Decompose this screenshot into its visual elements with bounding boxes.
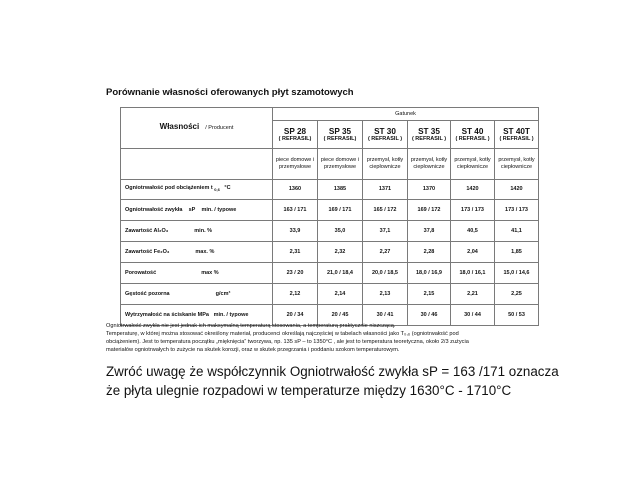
value-cell: 1420 [451, 180, 495, 200]
value-cell: 2,13 [363, 284, 408, 305]
emphasis-line: że płyta ulegnie rozpadowi w temperaturze między 1630°C - 1710°C [106, 383, 512, 398]
value-cell: 173 / 173 [495, 200, 539, 221]
value-cell: 165 / 172 [363, 200, 408, 221]
product-name: ST 40 [461, 126, 484, 136]
value-cell: 169 / 171 [318, 200, 363, 221]
value-cell: 2,12 [273, 284, 318, 305]
product-maker: ( REFRASIL) [323, 135, 357, 142]
usage-cell: przemysł, kotły ciepłownicze [495, 149, 539, 180]
product-maker: ( REFRASIL) [278, 135, 312, 142]
product-maker: ( REFRASIL ) [367, 135, 403, 142]
value-cell: 40,5 [451, 221, 495, 242]
value-cell: 1360 [273, 180, 318, 200]
usage-row [121, 149, 539, 180]
value-cell: 41,1 [495, 221, 539, 242]
value-cell: 15,0 / 14,6 [495, 263, 539, 284]
value-cell: 1,85 [495, 242, 539, 263]
emphasis-block [106, 362, 559, 400]
header-sub: / Producent [205, 125, 234, 132]
row-label: Zawartość Fe₂O₃ max. % [121, 242, 273, 263]
table-row [121, 263, 539, 284]
usage-cell: przemysł, kotły ciepłownicze [451, 149, 495, 180]
value-cell: 50 / 53 [495, 305, 539, 326]
value-cell: 20 / 45 [318, 305, 363, 326]
product-cell [318, 121, 363, 149]
table-row [121, 221, 539, 242]
value-cell: 2,27 [363, 242, 408, 263]
table-row [121, 200, 539, 221]
value-cell: 2,21 [451, 284, 495, 305]
value-cell: 2,32 [318, 242, 363, 263]
product-maker: ( REFRASIL ) [411, 135, 447, 142]
value-cell: 18,0 / 16,9 [408, 263, 451, 284]
usage-cell: przemysł, kotły ciepłownicze [363, 149, 408, 180]
row-label: Wytrzymałość na ściskanie MPa min. / typowe [121, 305, 273, 326]
value-cell: 169 / 172 [408, 200, 451, 221]
value-cell: 2,15 [408, 284, 451, 305]
header-label: Własności [159, 122, 200, 132]
table-row [121, 284, 539, 305]
emphasis-line: Zwróć uwagę że współczynnik Ogniotrwałość zwykła sP = 163 /171 oznacza [106, 364, 559, 379]
usage-cell: piece domowe i przemysłowe [273, 149, 318, 180]
usage-cell: piece domowe i przemysłowe [318, 149, 363, 180]
value-cell: 20,0 / 18,5 [363, 263, 408, 284]
value-cell: 2,14 [318, 284, 363, 305]
product-cell [451, 121, 495, 149]
row-label: Gęstość pozorna g/cm³ [121, 284, 273, 305]
value-cell: 21,0 / 18,4 [318, 263, 363, 284]
value-cell: 30 / 46 [408, 305, 451, 326]
group-label: Gatunek [273, 108, 539, 121]
product-name: ST 40T [503, 126, 530, 136]
properties-table [120, 107, 539, 326]
value-cell: 35,0 [318, 221, 363, 242]
value-cell: 37,1 [363, 221, 408, 242]
header-cell [121, 108, 273, 149]
value-cell: 2,31 [273, 242, 318, 263]
row-label: Ogniotrwałość pod obciążeniem t $_{0,6}$ °C [121, 180, 273, 200]
note-line: Temperaturę, w której można stosować określony materiał, producenci określają najczęściej w tabelach własności jako T₀,₆ (ogniotrwałość pod [106, 331, 459, 338]
usage-label-cell [121, 149, 273, 180]
product-maker: ( REFRASIL ) [499, 135, 534, 142]
note-line: materiałów ogniotrwałych to zużycie na skutek korozji, oraz w skutek przegrzania i poddaniu szokom temperaturowym. [106, 347, 400, 354]
notes-block [106, 322, 546, 354]
value-cell: 2,25 [495, 284, 539, 305]
product-cell [495, 121, 539, 149]
table-row [121, 242, 539, 263]
product-cell [273, 121, 318, 149]
product-cell [408, 121, 451, 149]
note-line: Ogniotrwałość zwykła nie jest jednak ich maksymalną temperaturą stosowania, a temperaturą praktycznie niszczącą. [106, 323, 396, 329]
value-cell: 2,04 [451, 242, 495, 263]
product-name: SP 28 [283, 126, 307, 136]
usage-cell: przemysł, kotły ciepłownicze [408, 149, 451, 180]
row-label: Zawartość Al₂O₃ min. % [121, 221, 273, 242]
value-cell: 1371 [363, 180, 408, 200]
value-cell: 37,8 [408, 221, 451, 242]
document-title: Porównanie własności oferowanych płyt szamotowych [106, 87, 354, 98]
value-cell: 23 / 20 [273, 263, 318, 284]
product-name: ST 35 [418, 126, 440, 136]
value-cell: 33,9 [273, 221, 318, 242]
row-label: Ogniotrwałość zwykła sP min. / typowe [121, 200, 273, 221]
value-cell: 1385 [318, 180, 363, 200]
table-row [121, 180, 539, 200]
value-cell: 163 / 171 [273, 200, 318, 221]
table-header-row [121, 108, 539, 121]
value-cell: 18,0 / 16,1 [451, 263, 495, 284]
product-cell [363, 121, 408, 149]
row-label: Porowatość max % [121, 263, 273, 284]
value-cell: 30 / 41 [363, 305, 408, 326]
value-cell: 1370 [408, 180, 451, 200]
product-name: ST 30 [374, 126, 396, 136]
product-maker: ( REFRASIL ) [455, 135, 490, 142]
value-cell: 2,28 [408, 242, 451, 263]
note-line: obciążeniem). Jest to temperatura początku „mięknięcia” tworzywa, np. 135 sP – to 1350°C , ale jest to temperatura teoretyczna, około 2/3 zużycia [106, 339, 469, 346]
value-cell: 173 / 173 [451, 200, 495, 221]
value-cell: 1420 [495, 180, 539, 200]
product-name: SP 35 [328, 126, 352, 136]
value-cell: 30 / 44 [451, 305, 495, 326]
value-cell: 20 / 34 [273, 305, 318, 326]
